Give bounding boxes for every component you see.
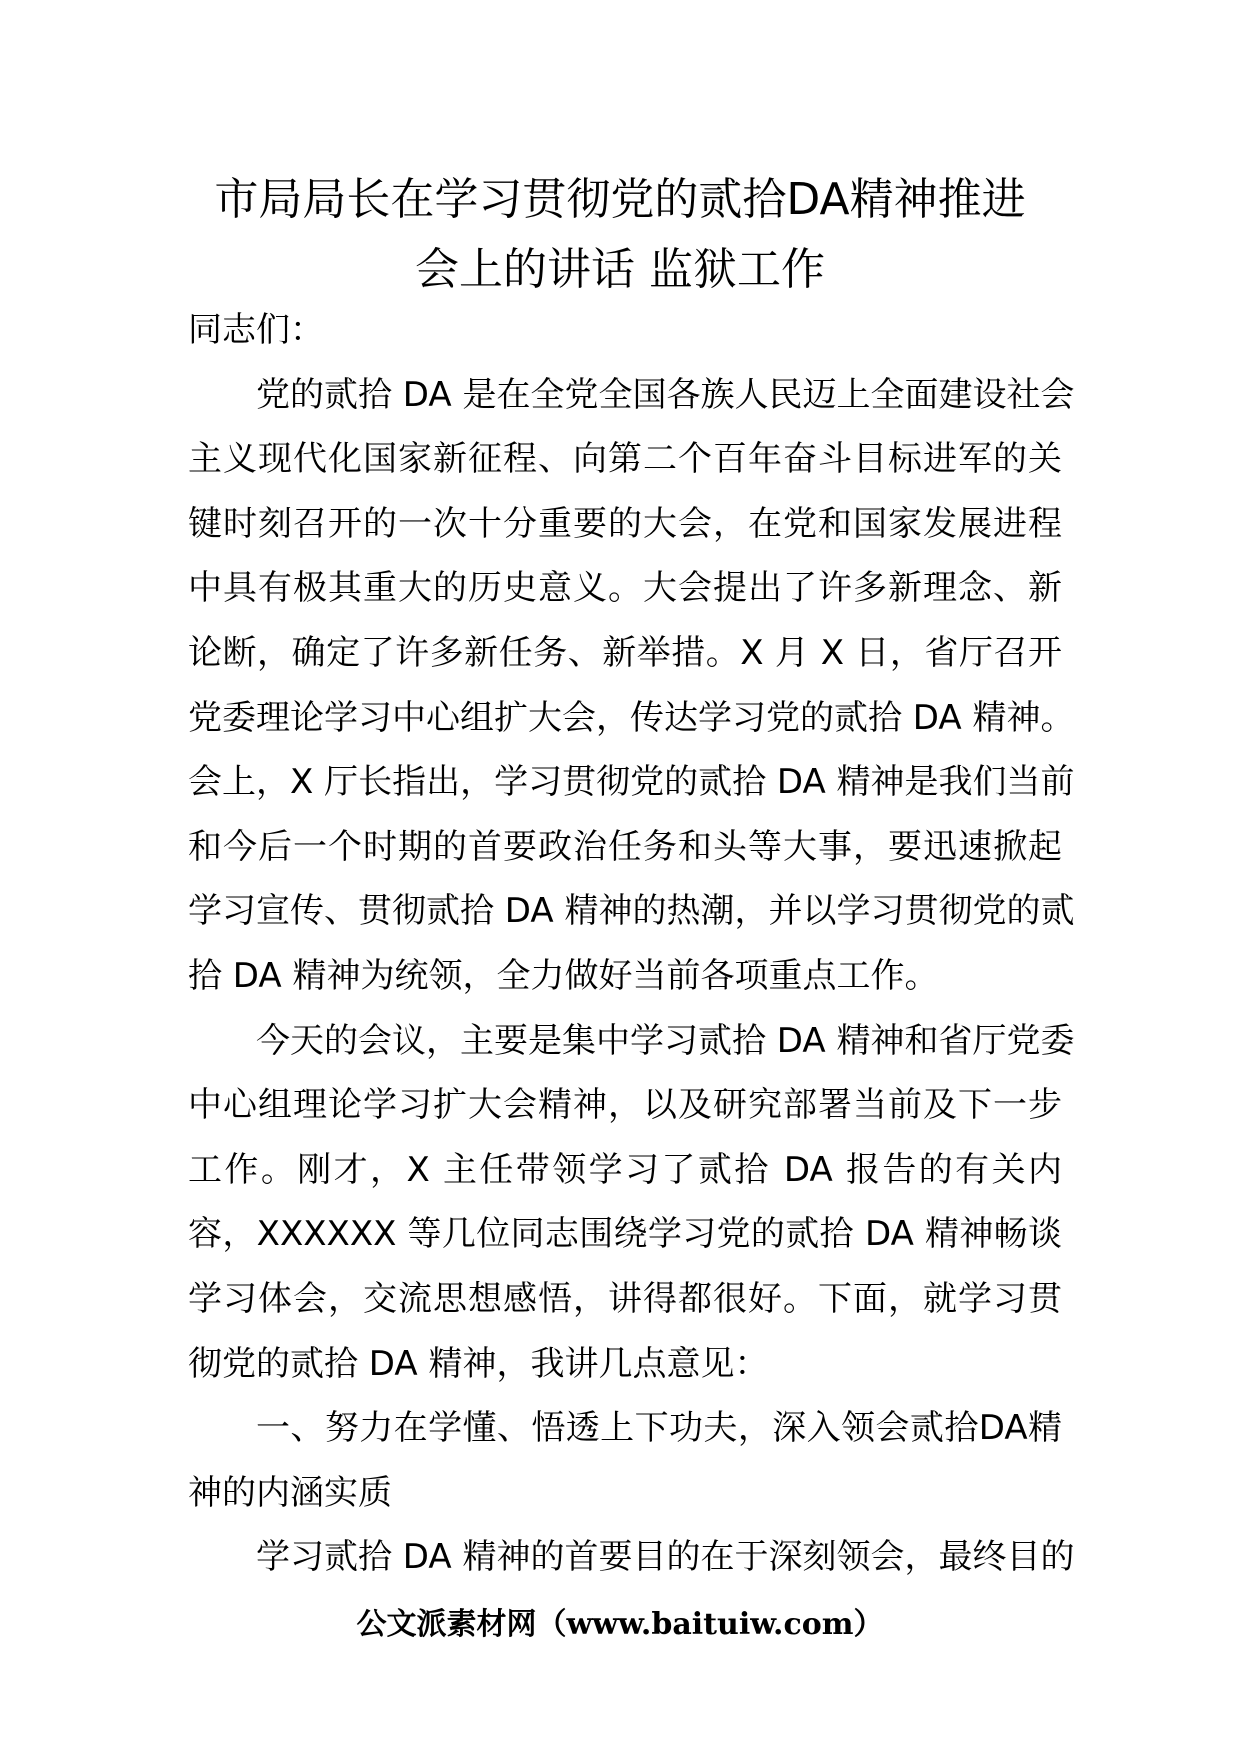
paragraph-2-line: 工作。刚才，X 主任带领学习了贰拾 DA 报告的有关内 (188, 1149, 1062, 1190)
paragraph-2-line: 今天的会议，主要是集中学习贰拾 DA 精神和省厅党委 (256, 1020, 1075, 1061)
paragraph-2-line: 彻党的贰拾 DA 精神，我讲几点意见： (188, 1343, 769, 1384)
paragraph-1-line: 和今后一个时期的首要政治任务和头等大事，要迅速掀起 (188, 826, 1062, 867)
title-line-1: 市局局长在学习贯彻党的贰拾DA精神推进 (214, 174, 1026, 225)
paragraph-1-line: 会上，X 厅长指出，学习贯彻党的贰拾 DA 精神是我们当前 (188, 762, 1075, 803)
paragraph-1-line: 中具有极其重大的历史意义。大会提出了许多新理念、新 (188, 568, 1062, 609)
footer-watermark: 公文派素材网（www.baituiw.com） (356, 1607, 884, 1642)
document-body (188, 298, 1075, 1590)
paragraph-3-line: 学习贰拾 DA 精神的首要目的在于深刻领会，最终目的 (256, 1537, 1075, 1578)
paragraph-2-line: 容，XXXXXX 等几位同志围绕学习党的贰拾 DA 精神畅谈 (188, 1214, 1062, 1255)
section-heading-line: 一、努力在学懂、悟透上下功夫，深入领会贰拾DA精 (256, 1408, 1062, 1449)
paragraph-1-line: 学习宣传、贯彻贰拾 DA 精神的热潮，并以学习贯彻党的贰 (188, 891, 1075, 932)
document-title (160, 165, 1080, 305)
paragraph-1-line: 键时刻召开的一次十分重要的大会，在党和国家发展进程 (188, 503, 1062, 544)
paragraph-1-line: 党委理论学习中心组扩大会，传达学习党的贰拾 DA 精神。 (188, 697, 1075, 738)
paragraph-2-line: 中心组理论学习扩大会精神，以及研究部署当前及下一步 (188, 1085, 1062, 1126)
paragraph-1-line: 拾 DA 精神为统领，全力做好当前各项重点工作。 (188, 955, 939, 996)
title-line-2: 会上的讲话 监狱工作 (415, 244, 825, 295)
paragraph-1-line: 党的贰拾 DA 是在全党全国各族人民迈上全面建设社会 (256, 374, 1075, 415)
paragraph-1-line: 论断，确定了许多新任务、新举措。X 月 X 日，省厅召开 (188, 632, 1062, 673)
salutation: 同志们： (188, 310, 324, 350)
paragraph-1-line: 主义现代化国家新征程、向第二个百年奋斗目标进军的关 (188, 439, 1062, 480)
paragraph-2-line: 学习体会，交流思想感悟，讲得都很好。下面，就学习贯 (188, 1278, 1062, 1319)
section-heading-line: 神的内涵实质 (188, 1472, 392, 1513)
